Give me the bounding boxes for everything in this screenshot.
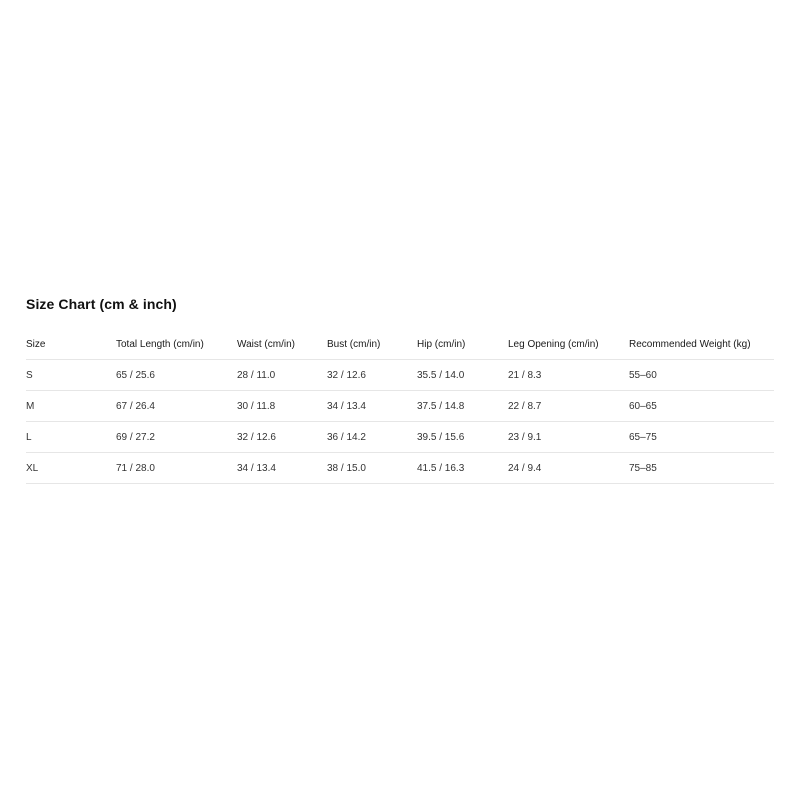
cell-leg-opening: 21 / 8.3 bbox=[508, 360, 629, 391]
cell-recommended-weight: 60–65 bbox=[629, 391, 774, 422]
size-chart-section bbox=[26, 296, 774, 484]
cell-bust: 34 / 13.4 bbox=[327, 391, 417, 422]
cell-bust: 32 / 12.6 bbox=[327, 360, 417, 391]
cell-total-length: 69 / 27.2 bbox=[116, 422, 237, 453]
column-header-hip: Hip (cm/in) bbox=[417, 329, 508, 360]
cell-size: L bbox=[26, 422, 116, 453]
table-row bbox=[26, 453, 774, 484]
column-header-bust: Bust (cm/in) bbox=[327, 329, 417, 360]
cell-total-length: 65 / 25.6 bbox=[116, 360, 237, 391]
cell-bust: 36 / 14.2 bbox=[327, 422, 417, 453]
size-chart-title: Size Chart (cm & inch) bbox=[26, 296, 177, 312]
cell-leg-opening: 23 / 9.1 bbox=[508, 422, 629, 453]
cell-waist: 34 / 13.4 bbox=[237, 453, 327, 484]
cell-recommended-weight: 55–60 bbox=[629, 360, 774, 391]
cell-size: S bbox=[26, 360, 116, 391]
column-header-size: Size bbox=[26, 329, 116, 360]
column-header-recommended-weight: Recommended Weight (kg) bbox=[629, 329, 774, 360]
cell-bust: 38 / 15.0 bbox=[327, 453, 417, 484]
cell-size: M bbox=[26, 391, 116, 422]
cell-hip: 35.5 / 14.0 bbox=[417, 360, 508, 391]
cell-size: XL bbox=[26, 453, 116, 484]
cell-recommended-weight: 75–85 bbox=[629, 453, 774, 484]
column-header-total-length: Total Length (cm/in) bbox=[116, 329, 237, 360]
cell-waist: 30 / 11.8 bbox=[237, 391, 327, 422]
cell-total-length: 67 / 26.4 bbox=[116, 391, 237, 422]
column-header-waist: Waist (cm/in) bbox=[237, 329, 327, 360]
cell-total-length: 71 / 28.0 bbox=[116, 453, 237, 484]
cell-leg-opening: 22 / 8.7 bbox=[508, 391, 629, 422]
table-row bbox=[26, 360, 774, 391]
cell-hip: 39.5 / 15.6 bbox=[417, 422, 508, 453]
cell-leg-opening: 24 / 9.4 bbox=[508, 453, 629, 484]
table-row bbox=[26, 391, 774, 422]
cell-hip: 41.5 / 16.3 bbox=[417, 453, 508, 484]
cell-waist: 32 / 12.6 bbox=[237, 422, 327, 453]
size-chart-table bbox=[26, 329, 774, 484]
cell-recommended-weight: 65–75 bbox=[629, 422, 774, 453]
cell-waist: 28 / 11.0 bbox=[237, 360, 327, 391]
table-header-row bbox=[26, 329, 774, 360]
table-row bbox=[26, 422, 774, 453]
cell-hip: 37.5 / 14.8 bbox=[417, 391, 508, 422]
column-header-leg-opening: Leg Opening (cm/in) bbox=[508, 329, 629, 360]
